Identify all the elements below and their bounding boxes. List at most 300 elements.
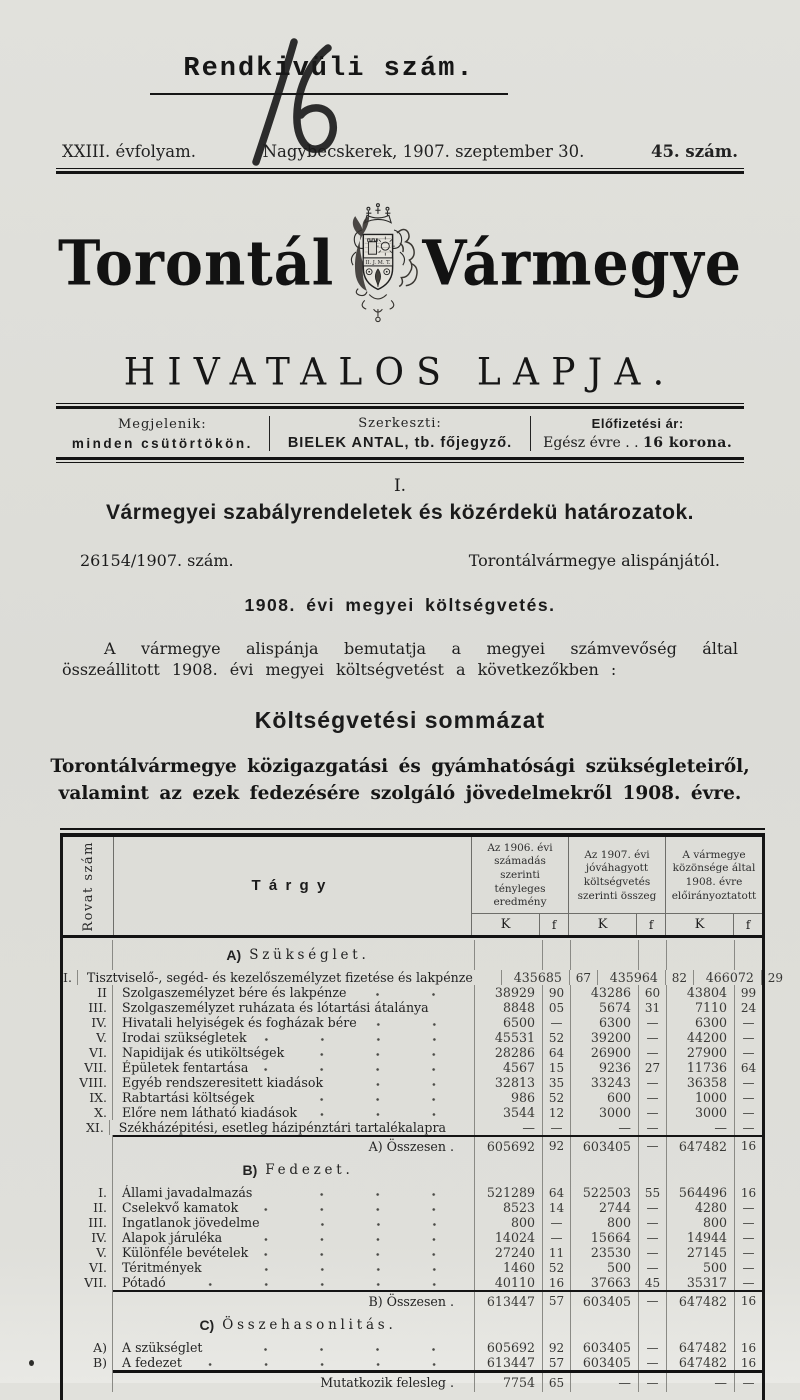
cell-1907-f: —	[638, 1355, 666, 1370]
cell-1907-k: 500	[570, 1260, 638, 1275]
row-label-text: Szolgaszemélyzet bére és lakpénze	[122, 985, 347, 1001]
dot-leaders	[268, 1193, 462, 1196]
cell-1908-k: 27145	[666, 1245, 734, 1260]
table-total-row	[63, 1135, 762, 1155]
dot-leaders	[362, 993, 462, 996]
cell-1906-f: 11	[542, 1245, 570, 1260]
price-amount: 16 korona.	[643, 435, 733, 451]
row-label-text: Pótadó	[122, 1275, 166, 1291]
scanned-gazette-page	[0, 44, 800, 1391]
row-label-text: Alapok járuléka	[122, 1230, 223, 1246]
cell-1907-k	[570, 1310, 638, 1340]
cell-1907-f: 55	[638, 1185, 666, 1200]
subheader-k: K	[500, 917, 511, 933]
table-section-row	[63, 1310, 762, 1340]
total-label	[113, 1292, 474, 1310]
cell-1907-f: —	[638, 1045, 666, 1060]
row-number	[63, 1310, 113, 1340]
cell-1906-k: 613447	[474, 1355, 542, 1370]
document-title: 1908. évi megyei költségvetés.	[244, 595, 556, 615]
dot-leaders	[373, 1023, 462, 1026]
cell-1907-f: —	[638, 1120, 666, 1135]
dot-leaders	[218, 1348, 462, 1351]
section-prefix: C)	[199, 1317, 215, 1334]
table-row	[63, 1355, 762, 1370]
masthead-title-right: Vármegye	[422, 226, 742, 300]
column-header-targy: Tárgy	[114, 837, 472, 935]
row-number: B)	[63, 1355, 113, 1370]
cell-1906-f: 57	[542, 1355, 570, 1370]
column-group-1906	[472, 837, 568, 935]
cell-1908-k: 647482	[666, 1137, 734, 1155]
cell-1907-f: —	[638, 1105, 666, 1120]
special-issue-title: Rendkivüli szám.	[150, 54, 508, 95]
row-label	[113, 1230, 474, 1245]
cell-1907-f: —	[638, 1015, 666, 1030]
cell-1908-f: —	[734, 1200, 762, 1215]
row-label	[113, 1075, 474, 1090]
row-label	[113, 1105, 474, 1120]
cell-1907-f: 27	[638, 1060, 666, 1075]
cell-1908-f: —	[734, 1275, 762, 1290]
column-header-rovat	[63, 837, 114, 935]
table-row	[63, 970, 783, 986]
dot-leaders	[313, 1113, 462, 1116]
row-number: IV.	[63, 1230, 113, 1245]
row-number	[63, 1370, 113, 1392]
group-title-1906: Az 1906. évi számadás szerinti tényleges eredmény	[472, 837, 568, 914]
cell-1908-f: 99	[734, 985, 762, 1000]
cell-1906-k: 8848	[474, 1000, 542, 1015]
row-label	[113, 1215, 474, 1230]
price-prefix: Egész évre . .	[543, 435, 639, 451]
cell-1908-f: —	[734, 1075, 762, 1090]
issue-meta-row	[62, 142, 738, 161]
cell-1906-k	[474, 1155, 542, 1185]
row-label-text: A szükséglet	[122, 1340, 203, 1356]
cell-1907-f	[638, 1310, 666, 1340]
cell-1908-k: 43804	[666, 985, 734, 1000]
cell-1907-k: 2744	[570, 1200, 638, 1215]
cell-1906-k: 435685	[501, 970, 569, 985]
row-label-text: Szolgaszemélyzet ruházata és lótartási átalánya	[122, 1000, 429, 1016]
cell-1906-f: —	[542, 1015, 570, 1030]
cell-1906-k: 986	[474, 1090, 542, 1105]
cell-1907-k: 603405	[570, 1355, 638, 1370]
total-label-text: A) Összesen .	[368, 1138, 454, 1154]
cell-1906-f: 52	[542, 1090, 570, 1105]
dot-leaders	[238, 1238, 462, 1241]
cell-1906-f: 67	[569, 970, 597, 985]
row-label	[113, 1030, 474, 1045]
cell-1908-k: 1000	[666, 1090, 734, 1105]
table-row	[63, 1000, 762, 1015]
row-number: VI.	[63, 1045, 113, 1060]
row-number: XI.	[63, 1120, 110, 1135]
cell-1907-f	[638, 940, 666, 970]
table-result-row	[63, 1370, 762, 1392]
row-label	[113, 1340, 474, 1355]
row-label-text: Rabtartási költségek	[122, 1090, 255, 1106]
cell-1908-f: 16	[734, 1137, 762, 1155]
reference-row	[80, 551, 720, 570]
cell-1908-f: —	[734, 1030, 762, 1045]
subheader-f: f	[539, 914, 568, 935]
dot-leaders	[263, 1038, 462, 1041]
row-label	[78, 970, 501, 985]
cell-1908-f: 24	[734, 1000, 762, 1015]
dot-leaders	[264, 1253, 462, 1256]
row-label-text: Ingatlanok jövedelme	[122, 1215, 260, 1231]
dot-leaders	[276, 1223, 462, 1226]
table-body	[63, 938, 783, 1400]
table-row	[63, 1075, 762, 1090]
row-number: VII.	[63, 1060, 113, 1075]
row-number: IX.	[63, 1090, 113, 1105]
cell-1908-k: 14944	[666, 1230, 734, 1245]
row-label-text: Hivatali helyiségek és fogházak bére	[122, 1015, 357, 1031]
subheader-k: K	[597, 917, 608, 933]
cell-1906-f	[542, 940, 570, 970]
cell-1908-f: 29	[761, 970, 789, 985]
row-number: VI.	[63, 1260, 113, 1275]
cell-1907-f: —	[638, 1340, 666, 1355]
cell-1906-k: 27240	[474, 1245, 542, 1260]
row-number: I.	[63, 1185, 113, 1200]
row-number	[63, 1135, 113, 1155]
cell-1906-f: 64	[542, 1185, 570, 1200]
coat-of-arms-icon	[334, 179, 422, 347]
cell-1908-f	[734, 1155, 762, 1185]
cell-1906-f: —	[542, 1215, 570, 1230]
cell-1908-f: —	[734, 1090, 762, 1105]
row-label-text: Irodai szükségletek	[122, 1030, 247, 1046]
cell-1907-k: 600	[570, 1090, 638, 1105]
cell-1907-k	[570, 1155, 638, 1185]
scan-artifact-dot	[29, 1360, 34, 1366]
group-title-1908: A vármegye közönsége által 1908. évre előirányoztatott	[666, 837, 762, 914]
cell-1907-k: 23530	[570, 1245, 638, 1260]
gazette-subtitle: HIVATALOS LAPJA.	[123, 350, 677, 395]
row-label	[113, 1260, 474, 1275]
cell-1907-k: 33243	[570, 1075, 638, 1090]
cell-1907-k: 522503	[570, 1185, 638, 1200]
cell-1908-f: 64	[734, 1060, 762, 1075]
cell-1908-k: 7110	[666, 1000, 734, 1015]
cell-1906-f: 57	[542, 1292, 570, 1310]
row-number	[63, 1155, 113, 1185]
divider-rule	[56, 457, 744, 463]
issue-number: 45. szám.	[650, 142, 738, 161]
cell-1907-k: 800	[570, 1215, 638, 1230]
row-label	[113, 1275, 474, 1290]
dot-leaders	[264, 1068, 462, 1071]
cell-1908-f: 16	[734, 1292, 762, 1310]
info-editor	[269, 416, 531, 451]
table-row	[63, 1090, 762, 1105]
publish-label: Megjelenik:	[117, 416, 207, 432]
row-label-text: Téritmények	[122, 1260, 202, 1276]
cell-1908-k: 11736	[666, 1060, 734, 1075]
cell-1906-f: —	[542, 1230, 570, 1245]
cell-1908-k	[666, 1310, 734, 1340]
cell-1906-k: 40110	[474, 1275, 542, 1290]
table-row	[63, 1105, 762, 1120]
cell-1908-k: 500	[666, 1260, 734, 1275]
cell-1908-f: —	[734, 1215, 762, 1230]
cell-1906-k: 38929	[474, 985, 542, 1000]
cell-1906-f: 52	[542, 1260, 570, 1275]
cell-1907-f: —	[638, 1260, 666, 1275]
cell-1906-k: 4567	[474, 1060, 542, 1075]
table-row	[63, 1340, 762, 1355]
cell-1906-f: 35	[542, 1075, 570, 1090]
row-label-text: Különféle bevételek	[122, 1245, 249, 1261]
row-number: VIII.	[63, 1075, 113, 1090]
info-publish	[56, 416, 269, 451]
subheader-k: K	[694, 917, 705, 933]
cell-1906-f: 64	[542, 1045, 570, 1060]
cell-1906-k: 7754	[474, 1373, 542, 1392]
cell-1906-f: 90	[542, 985, 570, 1000]
table-row	[63, 1260, 762, 1275]
cell-1908-f: —	[734, 1015, 762, 1030]
row-number	[63, 1290, 113, 1310]
dot-leaders	[182, 1283, 462, 1286]
crest-initials: II. J. M. T.	[365, 260, 391, 267]
cell-1908-f	[734, 1310, 762, 1340]
cell-1906-k: 521289	[474, 1185, 542, 1200]
cell-1906-f	[542, 1310, 570, 1340]
cell-1908-k: 647482	[666, 1292, 734, 1310]
cell-1908-k: 27900	[666, 1045, 734, 1060]
cell-1908-k: 466072	[693, 970, 761, 985]
cell-1907-k: 603405	[570, 1292, 638, 1310]
cell-1907-f: 45	[638, 1275, 666, 1290]
cell-1907-k: 26900	[570, 1045, 638, 1060]
row-label-text: Székházépitési, esetleg házipénztári tartalékalapra	[118, 1120, 446, 1136]
table-row	[63, 1215, 762, 1230]
cell-1907-k: 603405	[570, 1137, 638, 1155]
table-row	[63, 1200, 762, 1215]
column-group-1907	[568, 837, 665, 935]
cell-1908-k: 36358	[666, 1075, 734, 1090]
section-title: Vármegyei szabályrendeletek és közérdekü határozatok.	[106, 501, 694, 524]
row-label	[113, 1200, 474, 1215]
row-label	[113, 1245, 474, 1260]
cell-1908-f	[734, 940, 762, 970]
row-number: IV.	[63, 1015, 113, 1030]
cell-1907-k: 5674	[570, 1000, 638, 1015]
dot-leaders	[300, 1053, 462, 1056]
table-section-row	[63, 1155, 762, 1185]
column-group-1908	[665, 837, 762, 935]
cell-1907-k: 39200	[570, 1030, 638, 1045]
row-label	[113, 1185, 474, 1200]
cell-1907-f: 82	[665, 970, 693, 985]
cell-1906-f: 15	[542, 1060, 570, 1075]
cell-1908-k: 35317	[666, 1275, 734, 1290]
row-number: X.	[63, 1105, 113, 1120]
special-issue-header	[0, 44, 800, 142]
cell-1906-k: 6500	[474, 1015, 542, 1030]
cell-1906-k: 32813	[474, 1075, 542, 1090]
cell-1908-k	[666, 1155, 734, 1185]
cell-1906-f: —	[542, 1120, 570, 1135]
cell-1908-k	[666, 940, 734, 970]
row-number: II	[63, 985, 113, 1000]
cell-1907-k: 6300	[570, 1015, 638, 1030]
info-bar	[56, 409, 744, 457]
subheader-f: f	[636, 914, 665, 935]
result-label	[113, 1373, 474, 1392]
row-label-text: Cselekvő kamatok	[122, 1200, 239, 1216]
handwritten-number-mark	[246, 38, 350, 170]
cell-1907-f: —	[638, 1200, 666, 1215]
cell-1906-k: 605692	[474, 1137, 542, 1155]
cell-1908-f: —	[734, 1373, 762, 1392]
total-label-text: B) Összesen .	[368, 1293, 454, 1309]
table-total-row	[63, 1290, 762, 1310]
cell-1907-f: —	[638, 1215, 666, 1230]
section-prefix: B)	[242, 1162, 258, 1179]
cell-1908-k: 3000	[666, 1105, 734, 1120]
cell-1906-k	[474, 940, 542, 970]
row-label	[113, 1355, 474, 1370]
row-label	[113, 1015, 474, 1030]
cell-1908-f: —	[734, 1105, 762, 1120]
price-value	[531, 435, 744, 451]
row-label	[113, 1060, 474, 1075]
cell-1907-f	[638, 1155, 666, 1185]
cell-1906-f: 92	[542, 1137, 570, 1155]
dateline: Nagybecskerek, 1907. szeptember 30.	[262, 142, 585, 161]
cell-1907-k: —	[570, 1120, 638, 1135]
publish-value: minden csütörtökön.	[71, 435, 253, 451]
row-label-text: A fedezet	[122, 1355, 182, 1371]
cell-1908-f: —	[734, 1230, 762, 1245]
cell-1906-k: 800	[474, 1215, 542, 1230]
cell-1908-k: 44200	[666, 1030, 734, 1045]
table-row	[63, 1245, 762, 1260]
cell-1906-k: 3544	[474, 1105, 542, 1120]
masthead-title-left: Torontál	[58, 226, 335, 300]
intro-paragraph: A vármegye alispánja bemutatja a megyei számvevőség által összeállitott 1908. évi megyei költségvetést a következőkben :	[62, 639, 738, 680]
dot-leaders	[218, 1268, 462, 1271]
summary-title: Költségvetési sommázat	[254, 707, 546, 734]
cell-1908-k: —	[666, 1373, 734, 1392]
row-number: VII.	[63, 1275, 113, 1290]
cell-1907-f: —	[638, 1090, 666, 1105]
table-row	[63, 1275, 762, 1290]
row-label-text: Tisztviselő-, segéd- és kezelőszemélyzet fizetése és lakpénze	[86, 970, 473, 986]
table-section-row	[63, 940, 762, 970]
cell-1906-f: 16	[542, 1275, 570, 1290]
masthead	[0, 174, 800, 348]
cell-1908-f: —	[734, 1260, 762, 1275]
cell-1907-f: —	[638, 1230, 666, 1245]
row-number: V.	[63, 1030, 113, 1045]
price-label: Előfizetési ár:	[591, 416, 684, 431]
cell-1907-k: 37663	[570, 1275, 638, 1290]
cell-1907-k: 3000	[570, 1105, 638, 1120]
cell-1908-k: 647482	[666, 1340, 734, 1355]
cell-1908-f: 16	[734, 1185, 762, 1200]
row-label-text: Egyéb rendszeresitett kiadások	[122, 1075, 324, 1091]
section-text: Szükséglet.	[249, 947, 370, 964]
volume-label: XXIII. évfolyam.	[62, 142, 196, 161]
cell-1908-k: 4280	[666, 1200, 734, 1215]
budget-table	[60, 828, 783, 1400]
row-label	[113, 985, 474, 1000]
cell-1906-k: 1460	[474, 1260, 542, 1275]
summary-subtitle: Torontálvármegye közigazgatási és gyámhatósági szükségleteiről, valamint az ezek fedezésére szolgáló jövedelmekről 1908. évre.	[50, 756, 750, 805]
cell-1907-f: 31	[638, 1000, 666, 1015]
cell-1907-f: —	[638, 1245, 666, 1260]
cell-1906-f: 05	[542, 1000, 570, 1015]
table-top-rule	[60, 828, 765, 837]
cell-1907-k	[570, 940, 638, 970]
cell-1906-k: 14024	[474, 1230, 542, 1245]
row-label	[113, 1000, 474, 1015]
row-label	[113, 1090, 474, 1105]
cell-1906-k: —	[474, 1120, 542, 1135]
cell-1907-k: 15664	[570, 1230, 638, 1245]
cell-1907-f: —	[638, 1030, 666, 1045]
cell-1906-f	[542, 1155, 570, 1185]
cell-1906-k: 605692	[474, 1340, 542, 1355]
cell-1908-f: 16	[734, 1340, 762, 1355]
group-title-1907: Az 1907. évi jóváhagyott költségvetés szerinti összeg	[569, 837, 665, 914]
cell-1906-f: 65	[542, 1373, 570, 1392]
dot-leaders	[445, 1008, 462, 1011]
row-number: II.	[63, 1200, 113, 1215]
cell-1906-k: 45531	[474, 1030, 542, 1045]
section-number: I.	[393, 476, 407, 496]
cell-1906-k: 28286	[474, 1045, 542, 1060]
table-row	[63, 1045, 762, 1060]
table-row	[63, 985, 762, 1000]
row-number: III.	[63, 1000, 113, 1015]
row-label-text: Épületek fentartása	[122, 1060, 249, 1076]
dot-leaders	[254, 1208, 462, 1211]
cell-1908-f: —	[734, 1245, 762, 1260]
row-number	[63, 940, 113, 970]
cell-1908-f: —	[734, 1120, 762, 1135]
row-number: I.	[63, 970, 78, 985]
cell-1908-k: 800	[666, 1215, 734, 1230]
cell-1907-f: —	[638, 1137, 666, 1155]
section-heading	[113, 1310, 474, 1340]
cell-1907-k: 43286	[570, 985, 638, 1000]
table-header	[63, 837, 762, 935]
section-heading	[113, 940, 474, 970]
cell-1907-f: —	[638, 1075, 666, 1090]
row-number: V.	[63, 1245, 113, 1260]
row-number: A)	[63, 1340, 113, 1355]
cell-1908-f: —	[734, 1045, 762, 1060]
section-heading	[113, 1155, 474, 1185]
row-label-text: Előre nem látható kiadások	[122, 1105, 298, 1121]
cell-1906-f: 12	[542, 1105, 570, 1120]
cell-1907-f: 60	[638, 985, 666, 1000]
table-row	[63, 1060, 762, 1075]
cell-1906-f: 92	[542, 1340, 570, 1355]
section-text: Összehasonlitás.	[222, 1317, 397, 1334]
row-label-text: Állami javadalmazás	[122, 1185, 253, 1201]
cell-1908-k: 6300	[666, 1015, 734, 1030]
row-number: III.	[63, 1215, 113, 1230]
